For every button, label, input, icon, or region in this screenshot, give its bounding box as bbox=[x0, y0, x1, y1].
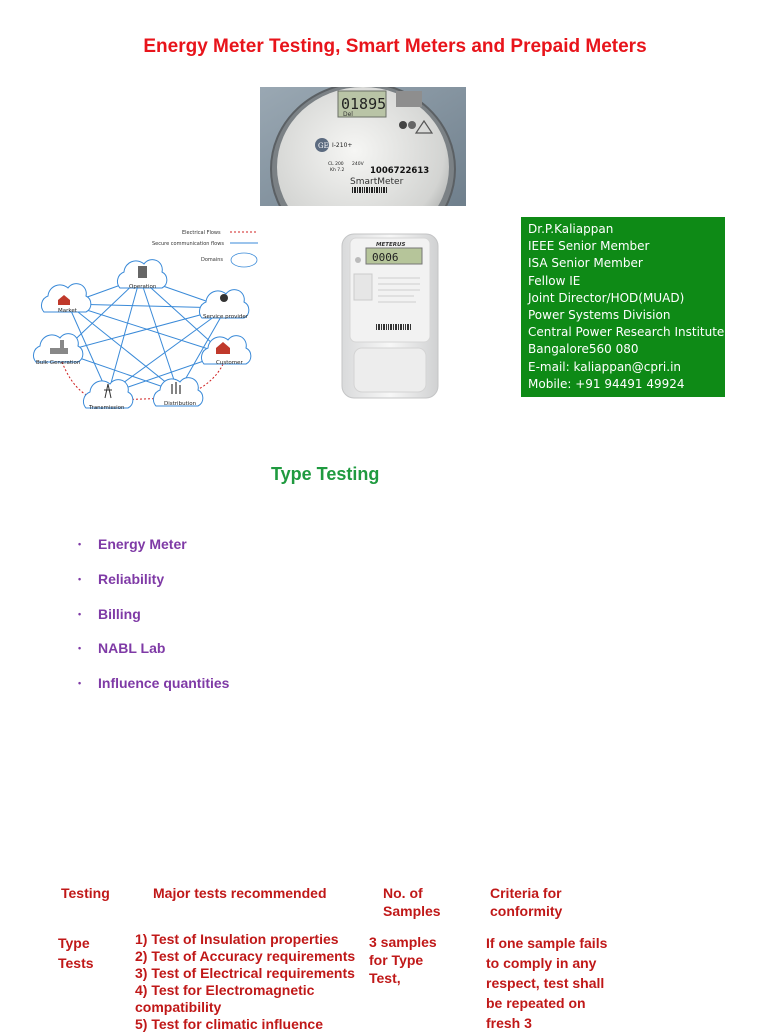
smart-meter-photo bbox=[260, 87, 466, 206]
table-cell-testing: Type Tests bbox=[58, 935, 94, 971]
svg-text:CL 200: CL 200 bbox=[328, 162, 344, 167]
author-membership-ieee: IEEE Senior Member bbox=[528, 239, 650, 254]
bullet-icon: • bbox=[78, 678, 82, 689]
list-item: • Energy Meter bbox=[78, 536, 187, 552]
legend-electrical-flows: Electrical Flows bbox=[182, 230, 221, 236]
legend-domains: Domains bbox=[201, 257, 224, 263]
list-item: • NABL Lab bbox=[78, 640, 166, 657]
node-operation: Operation bbox=[129, 284, 157, 290]
test-item: 5) Test for climatic influence bbox=[135, 1016, 324, 1032]
table-header-criteria: Criteria for conformity bbox=[490, 885, 563, 919]
node-transmission: Transmission bbox=[89, 405, 125, 411]
author-designation: Joint Director/HOD(MUAD) bbox=[528, 290, 685, 305]
list-item: • Reliability bbox=[78, 570, 165, 587]
bullet-icon: • bbox=[78, 573, 82, 584]
node-customer: Customer bbox=[216, 360, 243, 366]
smart-grid-diagram bbox=[28, 222, 272, 424]
section-title: Type Testing bbox=[271, 464, 380, 484]
table-cell-criteria: If one sample fails to comply in any respect, test shall be repeated on fresh 3 bbox=[486, 935, 608, 1031]
test-item: 2) Test of Accuracy requirements bbox=[135, 948, 356, 964]
server-icon bbox=[138, 266, 147, 278]
test-item: 1) Test of Insulation properties bbox=[135, 931, 339, 947]
list-item: • Billing bbox=[78, 605, 141, 622]
author-membership-isa: ISA Senior Member bbox=[528, 256, 643, 271]
svg-text:GE: GE bbox=[318, 142, 329, 150]
svg-text:240V: 240V bbox=[352, 162, 364, 167]
svg-text:SmartMeter: SmartMeter bbox=[350, 177, 404, 187]
author-contact-box bbox=[521, 217, 725, 397]
test-item: 4) Test for Electromagnetic compatibility bbox=[135, 982, 315, 1015]
node-market: Market bbox=[58, 308, 77, 314]
bullet-icon: • bbox=[78, 608, 82, 619]
bullet-icon: • bbox=[78, 539, 82, 549]
author-fellowship: Fellow IE bbox=[528, 273, 581, 288]
table-header-testing: Testing bbox=[61, 885, 110, 901]
svg-text:METERUS: METERUS bbox=[376, 242, 406, 248]
author-institute: Central Power Research Institute bbox=[528, 325, 725, 340]
node-distribution: Distribution bbox=[164, 401, 197, 407]
bullet-icon: • bbox=[78, 643, 82, 654]
meter-serial: 1006722613 bbox=[370, 166, 430, 176]
ct-meter-image bbox=[336, 232, 444, 400]
node-bulk-generation: Bulk Generation bbox=[36, 360, 81, 366]
topic-list bbox=[78, 536, 229, 710]
test-item: 3) Test of Electrical requirements bbox=[135, 965, 355, 981]
page-title: Energy Meter Testing, Smart Meters and Prepaid Meters bbox=[143, 36, 647, 57]
table-cell-tests bbox=[135, 931, 367, 1033]
ct-meter-display: 0006 bbox=[372, 251, 399, 264]
author-name: Dr.P.Kaliappan bbox=[528, 222, 614, 236]
author-city: Bangalore560 080 bbox=[528, 342, 639, 357]
node-service-provider: Service provider bbox=[203, 314, 248, 320]
person-icon bbox=[220, 294, 228, 302]
svg-text:Del: Del bbox=[343, 111, 353, 118]
table-header-major-tests: Major tests recommended bbox=[153, 885, 327, 901]
author-mobile: Mobile: +91 94491 49924 bbox=[528, 376, 685, 391]
author-division: Power Systems Division bbox=[528, 308, 671, 323]
author-email[interactable]: E-mail: kaliappan@cpri.in bbox=[528, 359, 682, 374]
svg-text:Kh 7.2: Kh 7.2 bbox=[330, 168, 345, 173]
table-cell-samples: 3 samples for Type Test, bbox=[369, 934, 437, 986]
meter-display-reading: 01895 bbox=[341, 95, 387, 113]
table-header-samples: No. of Samples bbox=[383, 885, 441, 919]
transmission-cloud bbox=[83, 380, 132, 408]
svg-text:I-210+: I-210+ bbox=[332, 142, 353, 149]
legend-communication-flows: Secure communication flows bbox=[152, 241, 224, 247]
bulk-generation-cloud bbox=[33, 334, 82, 362]
list-item: • Influence quantities bbox=[78, 675, 230, 692]
